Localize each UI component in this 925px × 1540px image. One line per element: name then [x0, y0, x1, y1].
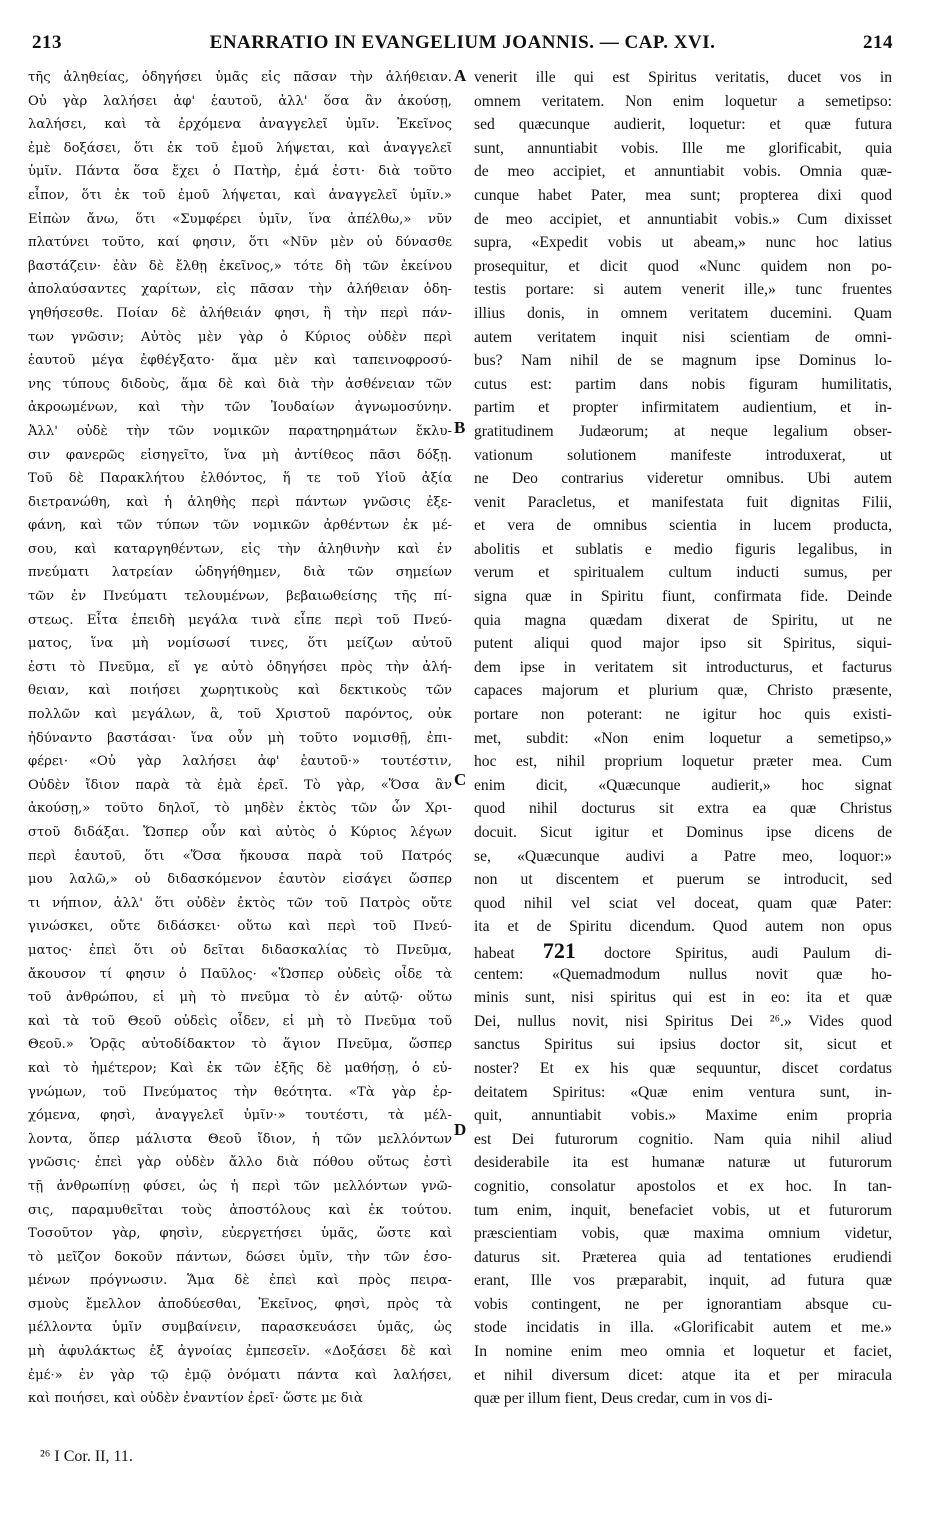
greek-text-line: σμοὺς ἔμελλον ἀποδύεσθαι, Ἐκεῖνος, φησὶ, πρὸς τὰ [28, 1296, 452, 1312]
greek-text-line: πνεύματι λατρείαν ὡδηγήθημεν, διὰ τῶν σημείων [28, 565, 452, 581]
greek-text-line: καὶ τὰ τοῦ Θεοῦ οὐδεὶς οἶδεν, εἰ μὴ τὸ Πνεῦμα τοῦ [28, 1013, 452, 1029]
latin-text-line: desiderabile ita est humanæ naturæ ut futurorum [474, 1154, 892, 1172]
latin-text-line: docuit. Sicut igitur et Dominus ipse dicens de [474, 824, 892, 841]
greek-text-line: τῆς ἀληθείας, ὁδηγήσει ὑμᾶς εἰς πᾶσαν τὴν ἀλήθειαν. [28, 70, 452, 85]
latin-text-line: de meo accipiet, et annuntiabit vobis. Omnia quæ- [474, 163, 892, 181]
latin-text-line: cutus est: partim dans nobis figuram humilitatis, [474, 375, 892, 393]
latin-text-line: centem: «Quemadmodum nullus novit quæ ho- [474, 965, 892, 983]
running-title: ENARRATIO IN EVANGELIUM JOANNIS. — CAP. XVI. [209, 32, 716, 53]
page-number-right: 214 [863, 32, 893, 53]
latin-text-line: In nomine enim meo omnia et loquetur et faciet, [474, 1343, 892, 1361]
greek-text-line: Τοσοῦτον γὰρ, φησὶν, εὐεργετήσει ὑμᾶς, ὥστε καὶ [28, 1226, 452, 1242]
latin-text-line: illius donis, in omnem veritatem ducemini. Quam [474, 304, 892, 322]
latin-text-line: portare non poterant: ne igitur hoc quis existi- [474, 706, 892, 724]
latin-text-line: gratitudinem Judæorum; at neque legalium obser- [474, 422, 892, 440]
latin-text-line: dem ipse in veritatem sit introducturus, et facturus [474, 658, 892, 676]
greek-text-line: στοῦ διδάξαι. Ὥσπερ οὖν καὶ αὐτὸς ὁ Κύριος λέγων [28, 825, 452, 840]
latin-text-line: vobis contingent, ne per ignorantiam absque cu- [474, 1295, 892, 1313]
greek-text-line: τὸ μεῖζον δοκοῦν πάντων, δώσει ὑμῖν, τὴν τῶν ἐσο- [28, 1249, 452, 1265]
section-marker-b: B [454, 418, 466, 437]
latin-text-line: verum et spiritualem cultum inducti sumus, per [474, 564, 892, 582]
latin-text-line: sed quæcunque audierit, loquetur: et quæ futura [474, 116, 892, 134]
latin-text-line: ita et de Spiritu dicendum. Quod autem non opus [474, 918, 892, 936]
latin-text-line: daturus sit. Præterea quia ad tentationes erudiendi [474, 1248, 892, 1266]
greek-text-line: περὶ ἑαυτοῦ, ὅτι «Ὅσα ἤκουσα παρὰ τοῦ Πατρός [28, 848, 452, 864]
section-marker-c: C [454, 770, 467, 789]
greek-text-line: σου, καὶ καταργηθέντων, εἰς τὴν ἀληθινὴν καὶ ἐν [28, 541, 452, 557]
latin-text-line: sanctus Spiritus sui ipsius doctor sit, sicut et [474, 1036, 892, 1054]
latin-text-line: omnem veritatem. Non enim loquetur a semetipso: [474, 92, 892, 110]
latin-text-line: autem veritatem inquit nisi scientiam de omni- [474, 328, 892, 346]
latin-column [474, 66, 892, 1411]
greek-text-line: φέρει· «Οὐ γὰρ λαλήσει ἀφ' ἑαυτοῦ·» τουτέστιν, [28, 754, 452, 770]
greek-text-line: πλατύνει τοῦτο, καί φησιν, ὅτι «Νῦν μὲν οὐ δύνασθε [28, 235, 452, 251]
latin-text-line: venerit ille qui est Spiritus veritatis, ducet vos in [474, 69, 892, 86]
latin-text-line: quod nihil vel sciat vel doceat, quam quæ Pater: [474, 894, 892, 912]
latin-text-line: erant, Ille vos præparabit, inquit, ad futura quæ [474, 1272, 892, 1290]
greek-text-line: Ἀλλ' οὐδὲ τὴν τῶν νομικῶν παρατηρημάτων ἔκλυ- [28, 423, 452, 439]
greek-text-line: γινώσκει, οὔτε διδάσκει· οὕτω καὶ περὶ τοῦ Πνεύ- [28, 919, 452, 935]
latin-text-line: minis sunt, nisi spiritus qui est in eo: ita et quæ [474, 989, 892, 1007]
latin-text-line: et vera de omnibus scientia in lucem producta, [474, 517, 892, 535]
greek-text-line: Θεοῦ.» Ὁρᾷς αὐτοδίδακτον τὸ ἅγιον Πνεῦμα, ὥσπερ [28, 1037, 452, 1053]
greek-text-line: των γνῶσιν; Αὐτὸς μὲν γὰρ ὁ Κύριος οὐδὲν περὶ [28, 329, 452, 345]
greek-text-line: ματος, ἵνα μὴ νομίσωσί τινες, ὅτι μείζων αὐτοῦ [28, 636, 452, 652]
latin-text-line: partim et propter infirmitatem audientium, et in- [474, 399, 892, 417]
latin-text-line: enim dicit, «Quæcunque audierit,» hoc signat [474, 776, 892, 794]
greek-text-line: ἐμὲ δοξάσει, ὅτι ἐκ τοῦ ἐμοῦ λήψεται, καὶ ἀναγγελεῖ [28, 140, 452, 156]
greek-text-line: ματος· ἐπεὶ ὅτι οὐ δεῖται διδασκαλίας τὸ Πνεῦμα, [28, 942, 452, 958]
greek-text-line: ὑμῖν. Πάντα ὅσα ἔχει ὁ Πατὴρ, ἐμά ἐστι· διὰ τοῦτο [28, 164, 452, 180]
greek-text-line: θειαν, καὶ ποιήσει χωρητικοὺς καὶ δεκτικοὺς τῶν [28, 683, 452, 699]
column-number: 721 [542, 938, 576, 963]
latin-text-line: deitatem Spiritus: «Quæ enim ventura sunt, in- [474, 1083, 892, 1101]
section-marker-d: D [454, 1120, 467, 1139]
latin-text-line: cunque habet Pater, mea sunt; propterea dixi quod [474, 186, 892, 204]
latin-text-line: cognitio, consolatur apostolos et ex hoc. In tan- [474, 1177, 892, 1195]
greek-text-line: ἀκούσῃ,» τοῦτο δηλοῖ, τὸ μηδὲν ἐκτὸς τῶν ὧν Χρι- [28, 801, 452, 817]
latin-text-line: quit, annuntiabit vobis.» Maxime enim propria [474, 1107, 892, 1125]
greek-text-line: λαλήσει, καὶ τὰ ἐρχόμενα ἀναγγελεῖ ὑμῖν. Ἐκεῖνος [28, 117, 452, 133]
greek-text-line: γνώμων, τοῦ Πνεύματος τὴν θεότητα. «Τὰ γὰρ ἐρ- [28, 1084, 452, 1100]
latin-text-line: ne Deo contrarius videretur omnibus. Ubi autem [474, 470, 892, 488]
greek-text-line: Τοῦ δὲ Παρακλήτου ἐλθόντος, ἥ τε τοῦ Υἱοῦ ἀξία [28, 471, 452, 487]
greek-text-line: ἠδύναντο βαστάσαι· ἵνα οὖν μὴ τοῦτο νομισθῇ, ἐπι- [28, 730, 452, 746]
section-marker-a: A [454, 66, 467, 85]
greek-text-line: τι νήπιον, ἀλλ' ὅτι οὐδὲν ἐκτὸς τῶν τοῦ Πατρὸς οὔτε [28, 895, 452, 911]
greek-text-line: Εἰπὼν ἄνω, ὅτι «Συμφέρει ὑμῖν, ἵνα ἀπέλθω,» νῦν [28, 211, 452, 227]
greek-text-line: τῇ ἀνθρωπίνῃ φύσει, ὡς ἡ περὶ τῶν μελλόντων γνῶ- [28, 1178, 452, 1194]
greek-text-line: τῶν ἐν Πνεύματι τελουμένων, βεβαιωθείσης τῆς πί- [28, 589, 452, 605]
latin-text-line: habeat 721 doctore Spiritus, audi Paulum di- [474, 938, 892, 963]
greek-text-line: τοῦ ἀνθρώπου, εἰ μὴ τὸ πνεῦμα τὸ ἐν αὐτῷ· οὕτω [28, 990, 452, 1006]
greek-text-line: στεως. Εἶτα ἐπειδὴ μεγάλα τινὰ εἶπε περὶ τοῦ Πνεύ- [28, 612, 452, 628]
greek-text-line: ἄκουσον τί φησιν ὁ Παῦλος· «Ὥσπερ οὐδεὶς οἶδε τὰ [28, 966, 452, 982]
footnote: ²⁶ I Cor. II, 11. [40, 1448, 133, 1465]
latin-text-line: stode incidatis in illa. «Glorificabit autem et me.» [474, 1319, 892, 1337]
latin-text-line: sunt, annuntiabit vobis. Ille me glorificabit, quia [474, 139, 892, 157]
greek-text-line: μου λαλῶ,» οὐ διδασκόμενον ἑαυτὸν εἰσάγει ὥσπερ [28, 872, 452, 888]
latin-text-line: et nihil diversum dicet: atque ita et per miracula [474, 1366, 892, 1384]
greek-text-line: ἐμέ·» ἐν γὰρ τῷ ἐμῷ ὀνόματι πάντα καὶ λαλήσει, [28, 1367, 452, 1383]
greek-text-line: βαστάζειν· ἐὰν δὲ ἔλθῃ ἐκεῖνος,» τότε δὴ τῶν ἐκείνου [28, 258, 452, 274]
greek-text-line: καὶ ποιήσει, καὶ οὐδὲν ἐναντίον ἐρεῖ· ὥστε με διὰ [28, 1391, 363, 1407]
latin-text-line: præscientiam vobis, quæ maxima omnium videtur, [474, 1225, 892, 1243]
greek-text-line: πολλῶν καὶ μεγάλων, ἃ, τοῦ Χριστοῦ παρόντος, οὐκ [28, 707, 452, 723]
greek-text-line: λοντα, ὅπερ μάλιστα Θεοῦ ἴδιον, ἡ τῶν μελλόντων [28, 1131, 452, 1147]
greek-text-line: ἀκροωμένων, καὶ τὴν τῶν Ἰουδαίων ἀγνωμοσύνην. [28, 400, 452, 416]
greek-text-line: ἑαυτοῦ μέγα ἐφθέγξατο· ἅμα μὲν καὶ ταπεινοφροσύ- [28, 353, 452, 369]
latin-text-line: venit Paracletus, et manifestata fuit dignitas Filii, [474, 493, 892, 511]
greek-text-line: σιν φανερῶς εἰσηγεῖτο, ἵνα μὴ ἀντίθεος πᾶσι δόξῃ. [28, 447, 452, 463]
latin-text-line: bus? Nam nihil de se magnum ipse Dominus lo- [474, 352, 892, 370]
latin-text-line: hoc est, nihil proprium loquetur præter mea. Cum [474, 753, 892, 771]
greek-text-line: μέλλοντα ὑμῖν συμβαίνειν, παρασκευάσει ὑμᾶς, ὡς [28, 1320, 452, 1336]
greek-text-line: φάνη, καὶ τῶν τύπων τῶν νομικῶν ἀρθέντων ἐκ μέ- [28, 518, 452, 534]
greek-text-line: διετρανώθη, καὶ ἡ ἀληθὴς περὶ πάντων γνῶσις ἐξε- [28, 494, 452, 510]
latin-text-line: quæ per illum fient, Deus credar, cum in vos di- [474, 1390, 773, 1408]
latin-text-line: met, subdit: «Non enim loquetur a semetipso,» [474, 729, 892, 747]
greek-text-line: μὴ ἀφυλάκτως ἐξ ἀγνοίας ἐμπεσεῖν. «Δοξάσει δὲ καὶ [28, 1344, 452, 1360]
latin-text-line: supra, «Expedit vobis ut abeam,» nunc hoc latius [474, 234, 892, 252]
latin-text-line: capaces majorum et plurium quæ, Christo præsente, [474, 682, 892, 700]
latin-text-line: abolitis et sublatis e medio figuris legalibus, in [474, 540, 892, 558]
latin-text-line: tum enim, inquit, benefaciet vobis, ut et futurorum [474, 1201, 892, 1219]
latin-text-line: se, «Quæcunque audivi a Patre meo, loquor:» [474, 847, 892, 865]
latin-text-line: testis portare: si autem venerit ille,» tunc fruentes [474, 281, 892, 299]
greek-text-line: γνῶσις· ἐπεὶ γὰρ οὐδὲν ἄλλο διὰ πόθου οὕτως ἐστὶ [28, 1155, 452, 1171]
latin-text-line: quia magna quædam dixerat de Spiritu, ut ne [474, 611, 892, 629]
latin-text-line: putent aliqui quod major ipso sit Spiritus, siqui- [474, 635, 892, 653]
greek-text-line: Οὐδὲν ἴδιον παρὰ τὰ ἐμὰ ἐρεῖ. Τὸ γὰρ, «Ὅσα ἂν [28, 777, 452, 793]
running-header [32, 32, 893, 60]
latin-text-line: quod nihil docturus sit extra ea quæ Christus [474, 800, 892, 818]
greek-column [28, 66, 452, 1411]
page-number-left: 213 [32, 32, 62, 53]
latin-text-line: est Dei futurorum cognitio. Nam quia nihil aliud [474, 1130, 892, 1148]
greek-text-line: Οὐ γὰρ λαλήσει ἀφ' ἑαυτοῦ, ἀλλ' ὅσα ἂν ἀκούσῃ, [28, 93, 452, 109]
greek-text-line: ἀπολαύσαντες χαρίτων, εἰς πᾶσαν τὴν ἀλήθειαν ὁδη- [28, 282, 452, 298]
greek-text-line: εἶπον, ὅτι ἐκ τοῦ ἐμοῦ λήψεται, καὶ ἀναγγελεῖ ὑμῖν.» [28, 187, 452, 203]
greek-text-line: ἐστι τὸ Πνεῦμα, εἴ γε αὐτὸ ὁδηγήσει πρὸς τὴν ἀλή- [28, 659, 452, 675]
greek-text-line: χόμενα, φησὶ, ἀναγγελεῖ ὑμῖν·» τουτέστι, τὰ μέλ- [28, 1108, 452, 1124]
greek-text-line: καὶ τὸ ἡμέτερον; Καὶ ἐκ τῶν ἑξῆς δὲ μαθήσῃ, ὁ εὐ- [28, 1060, 452, 1076]
greek-text-line: μένων πρόγνωσιν. Ἅμα δὲ ἐπεὶ καὶ πρὸς πειρα- [28, 1273, 452, 1289]
latin-text-line: noster? Et ex his quæ sequuntur, discet cordatus [474, 1059, 892, 1077]
latin-text-line: vationum solutionem manifeste introduxerat, ut [474, 446, 892, 464]
latin-text-line: prosequitur, et dicit quod «Nunc quidem non po- [474, 257, 892, 275]
greek-text-line: γηθήσεσθε. Ποίαν δὲ ἀλήθειάν φησι, ἢ τὴν περὶ πάν- [28, 305, 452, 321]
greek-text-line: σις, παραμυθεῖται τοὺς ἀποστόλους καὶ ἐκ τούτου. [28, 1202, 452, 1218]
latin-text-line: non ut discentem et puerum se introducit, sed [474, 871, 892, 889]
latin-text-line: signa quæ in Spiritu fiunt, confirmata fide. Deinde [474, 588, 892, 606]
latin-text-line: de meo accipiet, et annuntiabit vobis.» Cum dixisset [474, 210, 892, 228]
latin-text-line: Dei, nullus novit, nisi Spiritus Dei ²⁶.» Vides quod [474, 1012, 892, 1030]
greek-text-line: νης τύπους διδοὺς, ἅμα δὲ καὶ διὰ τὴν ἀσθένειαν τῶν [28, 376, 452, 392]
